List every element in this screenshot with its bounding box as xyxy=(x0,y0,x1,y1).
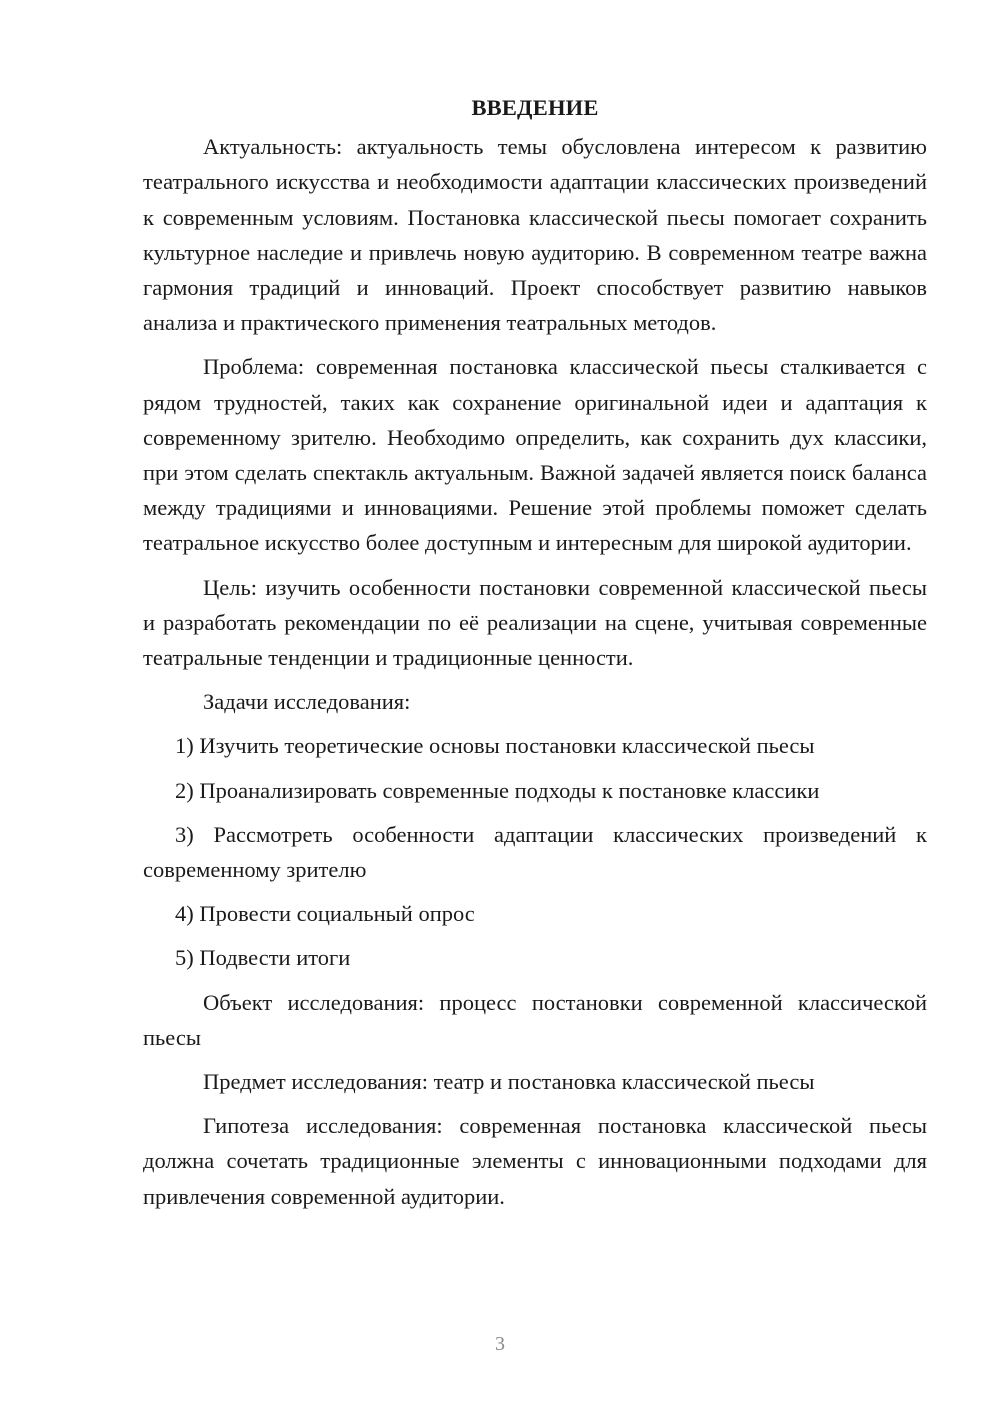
section-title: ВВЕДЕНИЕ xyxy=(471,95,599,120)
goal-paragraph: Цель: изучить особенности постановки современной классической пьесы и разработать рекомендации по её реализации на сцене, учитывая современные театральные тенденции и традиционные ценности. xyxy=(143,574,927,671)
problem-paragraph: Проблема: современная постановка классической пьесы сталкивается с рядом трудностей, таких как сохранение оригинальной идеи и адаптация к современному зрителю. Необходимо определить, как сохранить дух классики, при этом сделать спектакль актуальным. Важной задачей является поиск баланса между традициями и инновациями. Решение этой проблемы поможет сделать театральное искусство более доступным и интересным для широкой аудитории. xyxy=(143,354,927,556)
page-number: 3 xyxy=(495,1333,505,1355)
hypothesis-paragraph: Гипотеза исследования: современная постановка классической пьесы должна сочетать традиционные элементы с инновационными подходами для привлечения современной аудитории. xyxy=(143,1113,927,1209)
task-item: 1) Изучить теоретические основы постановки классической пьесы xyxy=(175,733,815,759)
tasks-heading: Задачи исследования: xyxy=(203,689,411,715)
task-item: 5) Подвести итоги xyxy=(175,945,351,971)
task-item: 4) Провести социальный опрос xyxy=(175,901,475,927)
page-content xyxy=(143,90,927,1223)
object-paragraph: Объект исследования: процесс постановки современной классической пьесы xyxy=(143,989,927,1050)
tasks-list xyxy=(143,728,927,975)
relevance-paragraph: Актуальность: актуальность темы обусловлена интересом к развитию театрального искусства и необходимости адаптации классических произведений к современным условиям. Постановка классической пьесы помогает сохранить культурное наследие и привлечь новую аудиторию. В современном театре важна гармония традиций и инноваций. Проект способствует развитию навыков анализа и практического применения театральных методов. xyxy=(143,134,927,336)
subject-paragraph: Предмет исследования: театр и постановка классической пьесы xyxy=(203,1069,815,1095)
task-item: 3) Рассмотреть особенности адаптации классических произведений к современному зрителю xyxy=(143,821,927,883)
task-item: 2) Проанализировать современные подходы к постановке классики xyxy=(175,777,820,803)
